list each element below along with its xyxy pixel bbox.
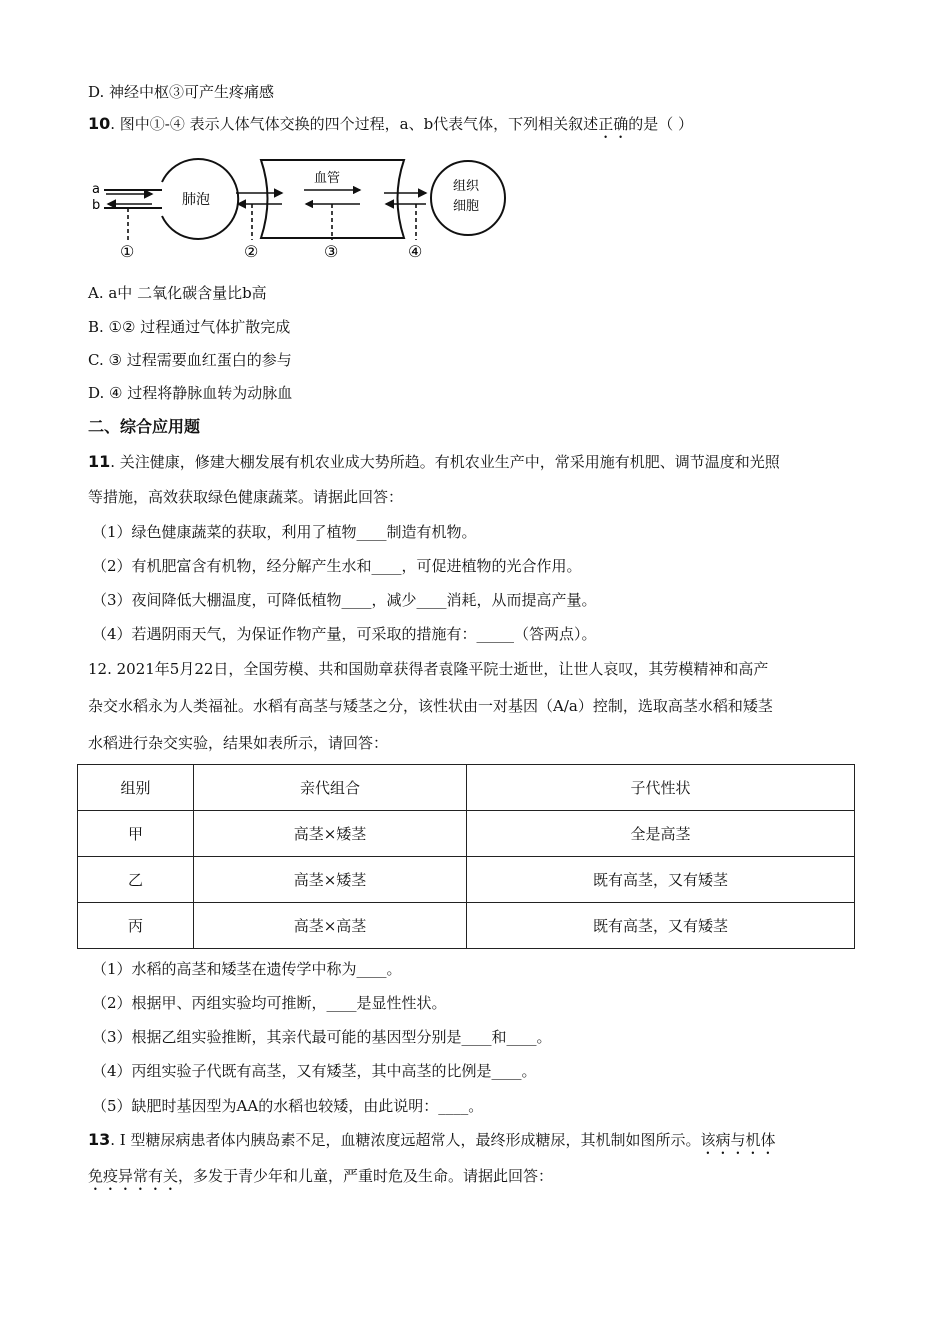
table-row	[78, 903, 855, 949]
q13-line-1	[88, 1130, 776, 1158]
table-header: 子代性状	[467, 765, 855, 811]
table-header: 亲代组合	[194, 765, 467, 811]
table-cell: 乙	[78, 857, 194, 903]
q11-number: 11	[88, 452, 111, 471]
q9-option-d: D. 神经中枢③可产生疼痛感	[88, 83, 275, 101]
q10-emphasis: 正确	[598, 115, 629, 133]
table-cell: 既有高茎，又有矮茎	[467, 857, 855, 903]
q11-sub-1: （1）绿色健康蔬菜的获取，利用了植物____制造有机物。	[92, 523, 477, 541]
vessel-label: 血管	[314, 171, 341, 186]
results-table	[77, 764, 855, 949]
q11-sub-4: （4）若遇阴雨天气，为保证作物产量，可采取的措施有：_____（答两点）。	[92, 625, 597, 643]
tissue-label-2: 细胞	[453, 199, 480, 214]
num-2: ②	[244, 242, 259, 261]
q11-sub-3: （3）夜间降低大棚温度，可降低植物____，减少____消耗，从而提高产量。	[92, 591, 597, 609]
table-header-row	[78, 765, 855, 811]
q13-line-2	[88, 1166, 553, 1194]
table-cell: 全是高茎	[467, 811, 855, 857]
table-row	[78, 857, 855, 903]
q12-line-3: 水稻进行杂交实验，结果如表所示，请回答：	[88, 734, 389, 752]
q11-line-2: 等措施，高效获取绿色健康蔬菜。请据此回答：	[88, 488, 404, 506]
tissue-cell-circle	[431, 161, 505, 235]
q12-sub-5: （5）缺肥时基因型为AA的水稻也较矮，由此说明：____。	[92, 1097, 484, 1115]
q10-number: 10	[88, 114, 111, 133]
q11-sub-2: （2）有机肥富含有机物，经分解产生水和____，可促进植物的光合作用。	[92, 557, 582, 575]
q12-sub-4: （4）丙组实验子代既有高茎，又有矮茎，其中高茎的比例是____。	[92, 1062, 537, 1080]
table-cell: 高茎×矮茎	[194, 857, 467, 903]
gas-exchange-diagram	[86, 152, 516, 264]
alveolus-label: 肺泡	[182, 192, 210, 208]
q12-sub-1: （1）水稻的高茎和矮茎在遗传学中称为____。	[92, 960, 402, 978]
q10-option-d: D. ④ 过程将静脉血转为动脉血	[88, 384, 293, 402]
q12-sub-2: （2）根据甲、丙组实验均可推断，____是显性性状。	[92, 994, 447, 1012]
table-row	[78, 811, 855, 857]
q12-sub-3: （3）根据乙组实验推断，其亲代最可能的基因型分别是____和____。	[92, 1028, 552, 1046]
num-4: ④	[408, 242, 423, 261]
q10-option-a: A. a中 二氧化碳含量比b高	[88, 284, 267, 302]
q10-stem	[88, 114, 693, 142]
label-a: a	[92, 182, 100, 197]
q11-line-1	[88, 452, 780, 472]
q11-text-1: . 关注健康，修建大棚发展有机农业成大势所趋。有机农业生产中，常采用施有机肥、调节温度和光照	[110, 453, 780, 471]
num-1: ①	[120, 242, 135, 261]
table-cell: 高茎×高茎	[194, 903, 467, 949]
table-cell: 既有高茎，又有矮茎	[467, 903, 855, 949]
q10-text-b: 的是（ ）	[628, 115, 693, 133]
q13-number: 13	[88, 1130, 111, 1149]
q10-option-c: C. ③ 过程需要血红蛋白的参与	[88, 351, 292, 369]
q10-text-a: . 图中①-④ 表示人体气体交换的四个过程，a、b代表气体，下列相关叙述	[110, 115, 599, 133]
q12-line-1: 12. 2021年5月22日，全国劳模、共和国勋章获得者袁隆平院士逝世，让世人哀叹，其劳模精神和高产	[88, 660, 769, 678]
q13-text-2b: ，多发于青少年和儿童，严重时危及生命。请据此回答：	[178, 1167, 554, 1185]
q13-emphasis-1: 该病与机体	[700, 1131, 776, 1149]
q13-emphasis-2: 免疫异常有关	[88, 1167, 179, 1185]
section-title: 二、综合应用题	[88, 417, 201, 436]
tissue-label-1: 组织	[453, 179, 480, 194]
num-3: ③	[324, 242, 339, 261]
table-cell: 高茎×矮茎	[194, 811, 467, 857]
q12-line-2: 杂交水稻永为人类福祉。水稻有高茎与矮茎之分，该性状由一对基因（A/a）控制，选取高茎水稻和矮茎	[88, 697, 773, 715]
q10-option-b: B. ①② 过程通过气体扩散完成	[88, 318, 291, 336]
table-cell: 甲	[78, 811, 194, 857]
table-header: 组别	[78, 765, 194, 811]
q13-text-1a: . Ⅰ 型糖尿病患者体内胰岛素不足，血糖浓度远超常人，最终形成糖尿，其机制如图所示。	[110, 1131, 701, 1149]
table-cell: 丙	[78, 903, 194, 949]
label-b: b	[92, 198, 101, 213]
